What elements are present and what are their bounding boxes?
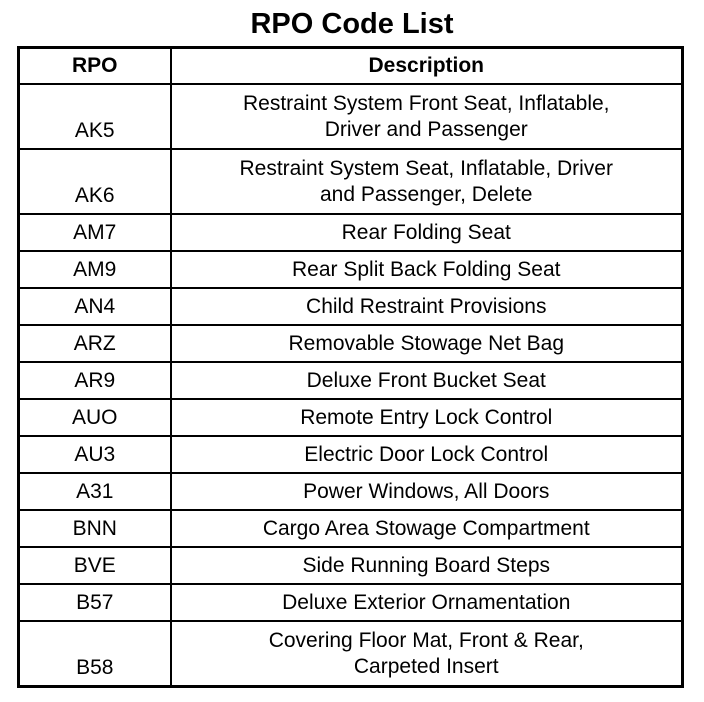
table-row (19, 436, 683, 473)
description-cell: Rear Folding Seat (171, 214, 683, 251)
description-cell: Child Restraint Provisions (171, 288, 683, 325)
rpo-code-cell: AUO (19, 399, 171, 436)
description-cell: Power Windows, All Doors (171, 473, 683, 510)
description-cell: Restraint System Front Seat, Inflatable, Driver and Passenger (171, 84, 683, 149)
rpo-code-cell: AN4 (19, 288, 171, 325)
column-header-description: Description (171, 48, 683, 85)
table-row (19, 547, 683, 584)
description-cell: Side Running Board Steps (171, 547, 683, 584)
table-row (19, 214, 683, 251)
description-cell: Remote Entry Lock Control (171, 399, 683, 436)
table-row (19, 325, 683, 362)
table-row (19, 149, 683, 214)
table-body (19, 84, 683, 687)
description-cell: Deluxe Exterior Ornamentation (171, 584, 683, 621)
description-cell: Rear Split Back Folding Seat (171, 251, 683, 288)
table-row (19, 510, 683, 547)
rpo-code-cell: AM7 (19, 214, 171, 251)
description-cell: Deluxe Front Bucket Seat (171, 362, 683, 399)
rpo-code-table (17, 46, 684, 688)
description-cell: Covering Floor Mat, Front & Rear, Carpeted Insert (171, 621, 683, 687)
rpo-code-cell: AR9 (19, 362, 171, 399)
rpo-code-cell: AK5 (19, 84, 171, 149)
rpo-code-cell: B58 (19, 621, 171, 687)
table-row (19, 288, 683, 325)
table-row (19, 84, 683, 149)
page-title: RPO Code List (250, 8, 454, 40)
table-row (19, 362, 683, 399)
table-row (19, 399, 683, 436)
rpo-code-cell: A31 (19, 473, 171, 510)
table-row (19, 584, 683, 621)
rpo-code-cell: ARZ (19, 325, 171, 362)
rpo-code-cell: AU3 (19, 436, 171, 473)
rpo-code-cell: BNN (19, 510, 171, 547)
table-row (19, 473, 683, 510)
rpo-code-cell: AK6 (19, 149, 171, 214)
rpo-code-cell: B57 (19, 584, 171, 621)
description-cell: Restraint System Seat, Inflatable, Driver and Passenger, Delete (171, 149, 683, 214)
table-header-row (19, 48, 683, 85)
description-cell: Removable Stowage Net Bag (171, 325, 683, 362)
description-cell: Electric Door Lock Control (171, 436, 683, 473)
description-cell: Cargo Area Stowage Compartment (171, 510, 683, 547)
table-row (19, 251, 683, 288)
rpo-code-cell: AM9 (19, 251, 171, 288)
table-row (19, 621, 683, 687)
column-header-rpo: RPO (19, 48, 171, 85)
rpo-code-cell: BVE (19, 547, 171, 584)
